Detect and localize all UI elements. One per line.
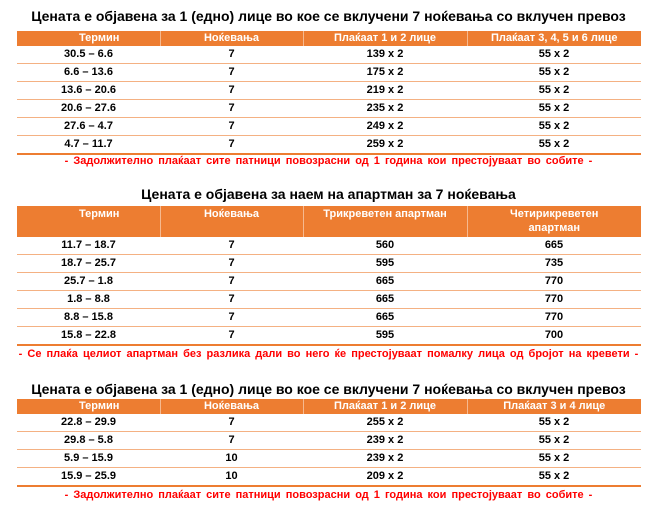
- cell-price-extra: 55 х 2: [467, 100, 641, 118]
- table-row: [17, 309, 641, 327]
- table-row: [17, 82, 641, 100]
- cell-term: 5.9 – 15.9: [17, 450, 160, 468]
- price-table-3-note: - Задолжително плаќаат сите патници повозрасни од 1 година кои престојуваат во собите -: [64, 489, 593, 501]
- cell-term: 30.5 – 6.6: [17, 46, 160, 64]
- cell-term: 15.9 – 25.9: [17, 468, 160, 487]
- price-table-2: [17, 206, 641, 346]
- table-row: [17, 450, 641, 468]
- cell-term: 29.8 – 5.8: [17, 432, 160, 450]
- cell-price-extra: 55 х 2: [467, 46, 641, 64]
- cell-price-extra: 55 х 2: [467, 64, 641, 82]
- table-header-row: [17, 206, 641, 237]
- cell-term: 20.6 – 27.6: [17, 100, 160, 118]
- price-table-1: [17, 31, 641, 155]
- table-row: [17, 46, 641, 64]
- cell-term: 1.8 – 8.8: [17, 291, 160, 309]
- cell-price: 175 х 2: [303, 64, 467, 82]
- cell-price: 249 х 2: [303, 118, 467, 136]
- cell-term: 27.6 – 4.7: [17, 118, 160, 136]
- cell-price-extra: 735: [467, 255, 641, 273]
- cell-price-extra: 665: [467, 237, 641, 255]
- cell-price: 665: [303, 291, 467, 309]
- table-row: [17, 327, 641, 346]
- cell-price: 209 х 2: [303, 468, 467, 487]
- cell-nights: 7: [160, 82, 303, 100]
- cell-price-extra: 770: [467, 291, 641, 309]
- column-header-price-1-2: Плаќаат 1 и 2 лице: [303, 31, 467, 46]
- cell-term: 13.6 – 20.6: [17, 82, 160, 100]
- table-row: [17, 468, 641, 487]
- cell-nights: 7: [160, 64, 303, 82]
- cell-nights: 7: [160, 273, 303, 291]
- cell-price: 665: [303, 273, 467, 291]
- cell-nights: 7: [160, 136, 303, 155]
- table-row: [17, 432, 641, 450]
- column-header-triple-apartment: Трикреветен апартман: [303, 206, 467, 237]
- cell-price: 595: [303, 327, 467, 346]
- cell-term: 15.8 – 22.8: [17, 327, 160, 346]
- cell-price: 560: [303, 237, 467, 255]
- price-table-3-title: Цената е објавена за 1 (едно) лице во кое се вклучени 7 ноќевања со вклучен превоз: [31, 381, 626, 397]
- cell-nights: 7: [160, 309, 303, 327]
- price-table-2-title: Цената е објавена за наем на апартман за 7 ноќевања: [141, 186, 516, 202]
- cell-price-extra: 770: [467, 273, 641, 291]
- cell-term: 25.7 – 1.8: [17, 273, 160, 291]
- cell-price-extra: 700: [467, 327, 641, 346]
- cell-nights: 7: [160, 118, 303, 136]
- price-table-1-title: Цената е објавена за 1 (едно) лице во кое се вклучени 7 ноќевања со вклучен превоз: [31, 8, 626, 24]
- cell-nights: 10: [160, 450, 303, 468]
- cell-price: 139 х 2: [303, 46, 467, 64]
- cell-price: 255 х 2: [303, 414, 467, 432]
- cell-price: 239 х 2: [303, 450, 467, 468]
- cell-price-extra: 55 х 2: [467, 432, 641, 450]
- cell-term: 22.8 – 29.9: [17, 414, 160, 432]
- cell-nights: 10: [160, 468, 303, 487]
- cell-nights: 7: [160, 432, 303, 450]
- cell-price-extra: 55 х 2: [467, 118, 641, 136]
- table-row: [17, 100, 641, 118]
- cell-nights: 7: [160, 100, 303, 118]
- cell-nights: 7: [160, 327, 303, 346]
- table-header-row: [17, 399, 641, 414]
- column-header-price-1-2: Плаќаат 1 и 2 лице: [303, 399, 467, 414]
- table-row: [17, 291, 641, 309]
- column-header-nights: Ноќевања: [160, 31, 303, 46]
- cell-price: 219 х 2: [303, 82, 467, 100]
- table-header-row: [17, 31, 641, 46]
- cell-price: 665: [303, 309, 467, 327]
- cell-price-extra: 55 х 2: [467, 468, 641, 487]
- table-row: [17, 273, 641, 291]
- cell-price: 259 х 2: [303, 136, 467, 155]
- table-row: [17, 64, 641, 82]
- table-row: [17, 237, 641, 255]
- column-header-price-3-4: Плаќаат 3 и 4 лице: [467, 399, 641, 414]
- cell-term: 11.7 – 18.7: [17, 237, 160, 255]
- column-header-nights: Ноќевања: [160, 399, 303, 414]
- price-table-2-note: - Се плаќа целиот апартман без разлика дали во него ќе престојуваат помалку лица од бројот на кревети -: [18, 348, 639, 360]
- cell-term: 4.7 – 11.7: [17, 136, 160, 155]
- column-header-term: Термин: [17, 399, 160, 414]
- cell-nights: 7: [160, 46, 303, 64]
- cell-price-extra: 55 х 2: [467, 414, 641, 432]
- table-row: [17, 414, 641, 432]
- table-row: [17, 136, 641, 155]
- price-table-1-note: - Задолжително плаќаат сите патници повозрасни од 1 година кои престојуваат во собите -: [64, 155, 593, 167]
- cell-price-extra: 55 х 2: [467, 450, 641, 468]
- cell-price-extra: 770: [467, 309, 641, 327]
- cell-price-extra: 55 х 2: [467, 82, 641, 100]
- cell-price: 239 х 2: [303, 432, 467, 450]
- column-header-term: Термин: [17, 31, 160, 46]
- cell-nights: 7: [160, 237, 303, 255]
- column-header-nights: Ноќевања: [160, 206, 303, 237]
- table-row: [17, 255, 641, 273]
- column-header-quad-apartment: Четирикреветен апартман: [467, 206, 641, 237]
- cell-term: 8.8 – 15.8: [17, 309, 160, 327]
- price-table-3: [17, 399, 641, 487]
- column-header-price-3-6: Плаќаат 3, 4, 5 и 6 лице: [467, 31, 641, 46]
- cell-price: 595: [303, 255, 467, 273]
- cell-nights: 7: [160, 414, 303, 432]
- cell-price-extra: 55 х 2: [467, 136, 641, 155]
- cell-price: 235 х 2: [303, 100, 467, 118]
- column-header-term: Термин: [17, 206, 160, 237]
- cell-nights: 7: [160, 255, 303, 273]
- cell-nights: 7: [160, 291, 303, 309]
- cell-term: 6.6 – 13.6: [17, 64, 160, 82]
- table-row: [17, 118, 641, 136]
- cell-term: 18.7 – 25.7: [17, 255, 160, 273]
